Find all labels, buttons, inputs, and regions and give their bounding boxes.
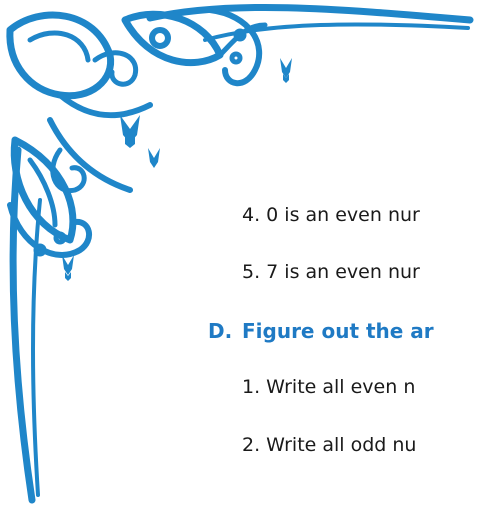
task-item-2: 2. Write all odd nu — [242, 434, 417, 456]
section-heading — [208, 319, 434, 343]
section-title: Figure out the ar — [242, 319, 434, 343]
task-item-1: 1. Write all even n — [242, 376, 416, 398]
section-letter: D. — [208, 319, 233, 343]
list-item-4: 4. 0 is an even nur — [242, 204, 420, 226]
list-item-5: 5. 7 is an even nur — [242, 261, 420, 283]
